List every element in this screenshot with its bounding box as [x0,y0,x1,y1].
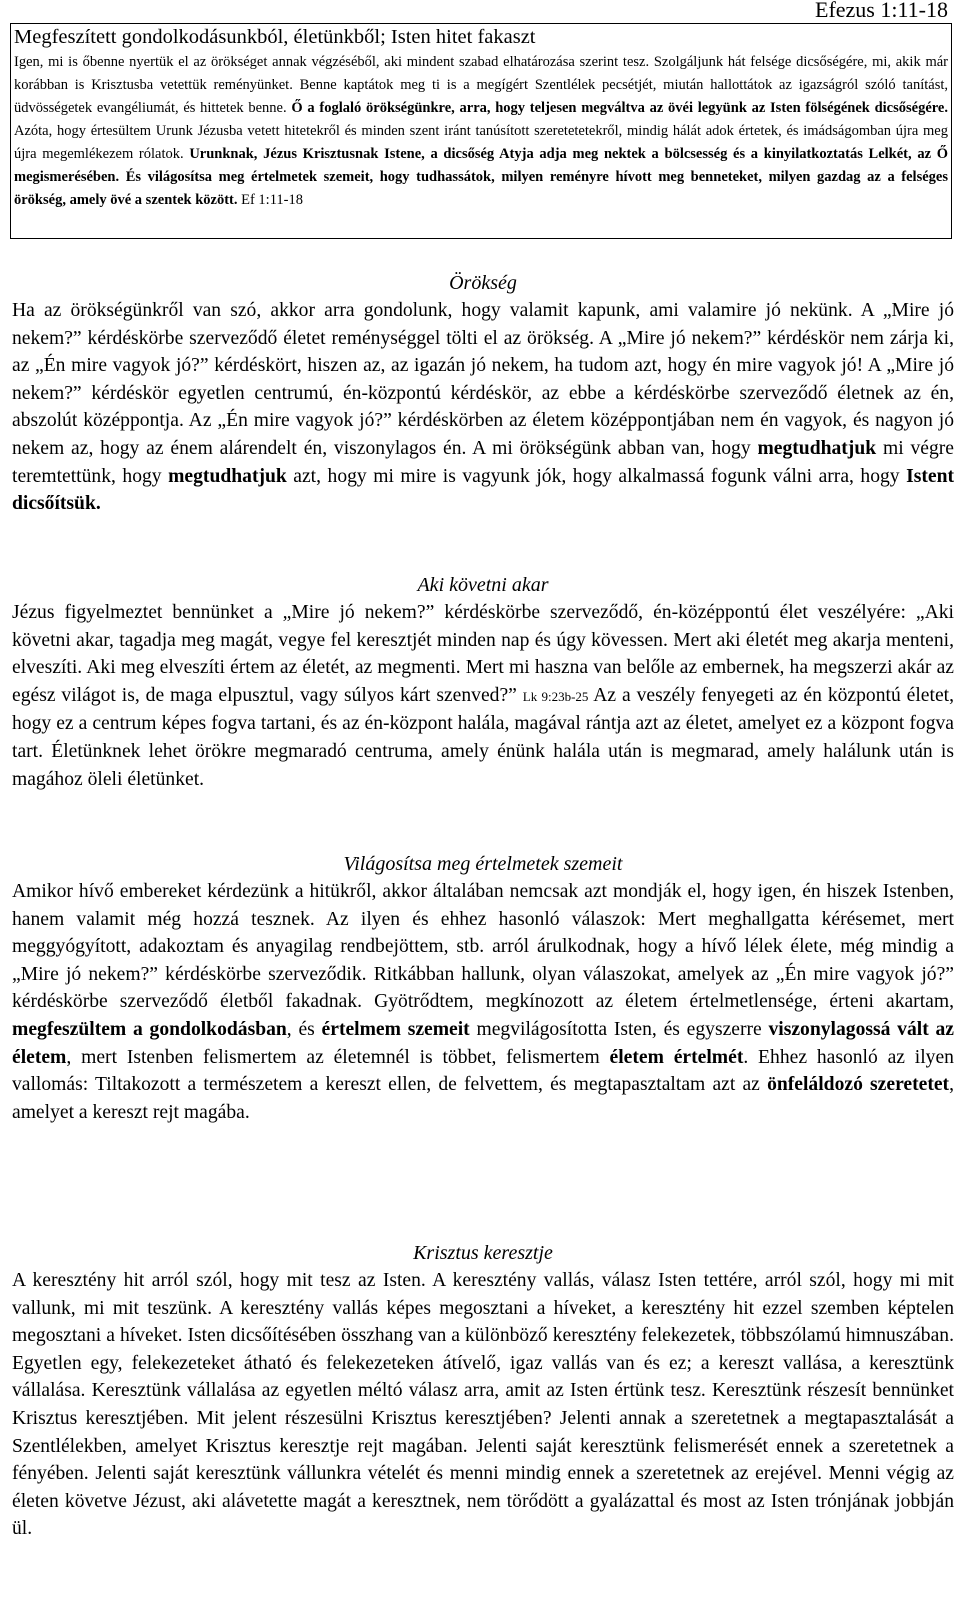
scripture-box [10,23,952,239]
bold-run: értelmem szemeit [321,1018,470,1040]
bold-run: megfeszültem a gondolkodásban [12,1018,287,1040]
section-paragraph: A keresztény hit arról szól, hogy mit tesz az Isten. A keresztény vallás, válasz Isten tettére, arról szól, hogy mi mit vallunk, mi mit teszünk. A keresztény vallás képes megosztani a híveket, a keresztény hit ezzel szemben képtelen megosztani a híveket. Isten dicsőítésében összhang van a különböző keresztény felekezetek, többszólamú himnuszában. Egyetlen egy, felekezeteket átható és felekezeteken átívelő, igaz vallás van és ez; a kereszt vallása, a keresztünk vállalása. Keresztünk vállalása az egyetlen méltó válasz arra, amit az Isten értünk tesz. Keresztünk részesít bennünket Krisztus keresztjében. Mit jelent részesülni Krisztus keresztjében? Jelenti annak a szeretetnek a megtapasztalását a Szentlélekben, amelyet Krisztus keresztje rejt magában. Jelenti saját keresztünk felismerését ennek a szeretetnek a fényében. Jelenti saját keresztünk vállunkra vételét és menni mindig ennek a szeretetnek az erejével. Menni végig az életen követve Jézust, aki alávetette magát a keresztnek, nem törődött a gyalázattal és most az Isten trónjának jobbján ül. [12,1270,954,1540]
bold-run: megtudhatjuk [168,465,287,487]
scripture-part: Azóta, hogy értesültem Urunk Jézusba vetett hitetekről és minden szent iránt tanúsított szeretetetekről, mindig hálát adok értetek, és imádságomban újra meg újra megemlékezem rólatok. [14,123,948,162]
bible-citation: Lk 9:23b-25 [522,688,589,704]
page-title: Megfeszített gondolkodásunkból, életünkből; Isten hitet fakaszt [14,26,536,48]
section-heading: Világosítsa meg értelmetek szemeit [343,853,623,875]
section-paragraph [12,878,954,1126]
text-run: megvilágosította Isten, és egyszerre [469,1018,769,1040]
section-heading: Aki követni akar [417,574,549,596]
text-run: Amikor hívő embereket kérdezünk a hitükről, akkor általában nemcsak azt mondják el, hogy igen, én hiszek Istenben, hanem valamit még hozzá tesznek. Az ilyen és ehhez hasonló válaszok: Mert meghallgatta kérésemet, mert meggyógyított, adakoztam és anyagilag rendbejöttem, stb. arról árulkodnak, hogy a hívő lélek élete, még mindig a „Mire jó nekem?” kérdéskörbe szerveződik. Ritkábban hallunk, olyan válaszokat, amelyek az „Én mire vagyok jó?” kérdéskörbe szerveződő életből fakadnak. Gyötrődtem, megkínozott az életem értelmetlensége, érteni akartam, [12,881,954,1013]
section-heading: Krisztus keresztje [413,1242,553,1264]
section-paragraph [12,599,954,793]
text-run: . Ehhez hasonló az ilyen vallomás: Tiltakozott a természetem a kereszt ellen, de felvettem, és megtapasztaltam azt az [12,1046,954,1096]
text-run: Jézus figyelmeztet bennünket a „Mire jó nekem?” kérdéskörbe szerveződő, én-középpontú élet veszélyére: „Aki követni akar, tagadja meg magát, vegye fel keresztjét minden nap és úgy kövessen. Mert aki életét meg akarja menteni, elveszíti. Aki meg elveszíti értem az életét, az megmenti. Mert mi haszna van belőle az embernek, ha megszerzi akár az egész világot is, de maga elpusztul, vagy súlyos kárt szenved?” [12,602,954,706]
section-orokseg [12,269,954,518]
section-krisztus-keresztje [12,1239,954,1543]
bold-run: viszonylagossá vált az életem [12,1018,954,1068]
scripture-citation: Ef 1:11-18 [237,192,304,208]
scripture-bold: Ő a foglaló örökségünkre, arra, hogy teljesen megváltva az övéi legyünk az Isten fölségének dicsőségére. [291,100,948,116]
text-run: Ha az örökségünkről van szó, akkor arra gondolunk, hogy valamit kapunk, ami valamire jó nekünk. A „Mire jó nekem?” kérdéskörbe szerveződő életet reménységgel tölti el az örökség. A „Mire jó nekem?” kérdéskör nem zárja ki, az „Én mire vagyok jó?” kérdéskört, hiszen az, az igazán jó nekem, ha tudom azt, hogy én mire vagyok jó! A „Mire jó nekem?” kérdéskör egyetlen centrumú, én-központú kérdéskör, az ebbe a kérdéskörbe szerveződő életnek az én, abszolút középpontja. Az „Én mire vagyok jó?” kérdéskörben az életem középpontjában nem én vagyok, és nagyon jó nekem az, hogy az énem alárendelt én, viszonylagos én. A mi örökségünk abban van, hogy [12,300,954,459]
text-run: azt, hogy mi mire is vagyunk jók, hogy alkalmassá fogunk válni arra, hogy [286,465,907,487]
text-run: , és [286,1018,322,1040]
bold-run: Istent dicsőítsük. [12,465,954,515]
text-run: Az a veszély fenyegeti az én központú életet, hogy ez a centrum képes fogva tartani, és az én-központ halála, magával rántja azt az életet, amelyet ez a központ fogva tart. Életünknek lehet örökre megmaradó centruma, amely énünk halála után is megmarad, amely halálunk után is magához öleli életünket. [12,684,954,790]
bold-run: önfeláldozó szeretetet [767,1074,950,1096]
scripture-text [14,51,948,212]
scripture-bold: Urunknak, Jézus Krisztusnak Istene, a dicsőség Atyja adja meg nektek a bölcsesség és a kinyilatkoztatás Lelkét, az Ő megismerésében. És világosítsa meg értelmetek szemeit, hogy tudhassátok, milyen reményre hívott meg benneteket, milyen gazdag az a felséges örökség, amely övé a szentek között. [14,146,949,208]
section-aki-kovetni-akar [12,571,954,793]
scripture-reference: Efezus 1:11-18 [815,0,948,22]
section-vilagositsa [12,850,954,1126]
bold-run: életem értelmét [609,1046,744,1068]
bold-run: megtudhatjuk [757,437,877,459]
text-run: , mert Istenben felismertem az életemnél is többet, felismertem [66,1046,610,1068]
scripture-part: Igen, mi is őbenne nyertük el az örökséget annak végzéséből, aki mindent szabad elhatározása szerint tesz. Szolgáljunk hát felsége dicsőségére, mi, akik már korábban is Krisztusba vetettük reményünket. Benne kaptátok meg ti is a megígért Szentlélek pecsétjét, miután hallottátok az igazságról szóló tanítást, üdvösségetek evangéliumát, és hittetek benne. [14,54,948,116]
text-run: , amelyet a kereszt rejt magába. [12,1074,954,1123]
section-heading: Örökség [449,272,517,294]
section-paragraph [12,297,954,518]
text-run: mi végre teremtettünk, hogy [12,437,954,487]
